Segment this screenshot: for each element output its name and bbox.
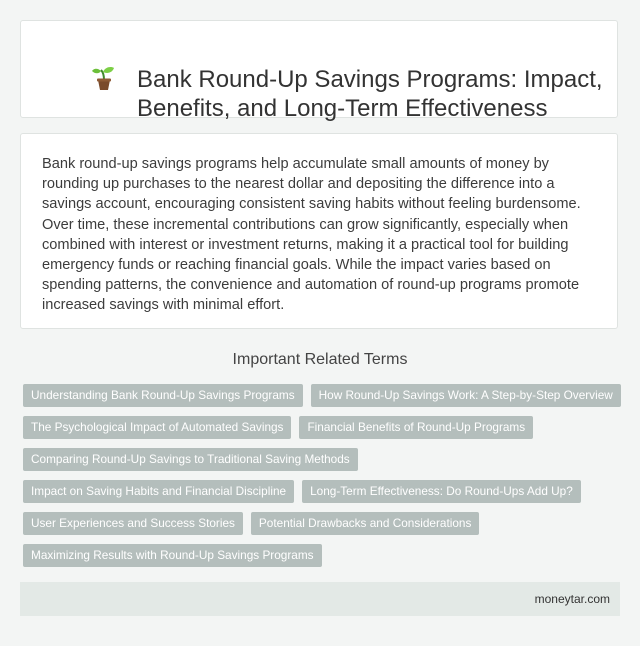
term-tag[interactable]: How Round-Up Savings Work: A Step-by-Step Overview [311,384,621,407]
footer-site-link[interactable]: moneytar.com [534,592,610,606]
title-card [20,20,618,122]
summary-card [20,133,618,329]
page-title: Bank Round-Up Savings Programs: Impact, Benefits, and Long-Term Effectiveness [137,66,603,122]
summary-text: Bank round-up savings programs help accumulate small amounts of money by rounding up purchases to the nearest dollar and depositing the difference into a savings account, encouraging consistent saving habits without feeling burdensome. Over time, these incremental contributions can grow significantly, especially when combined with interest or investment returns, making it a practical tool for building emergency funds or reaching financial goals. While the impact varies based on spending patterns, the convenience and automation of round-up programs promote increased savings with minimal effort. [42,156,581,314]
term-tag[interactable]: Long-Term Effectiveness: Do Round-Ups Add Up? [302,480,581,503]
term-tag[interactable]: Understanding Bank Round-Up Savings Programs [23,384,303,407]
footer [20,582,620,616]
term-tag[interactable]: Impact on Saving Habits and Financial Discipline [23,480,294,503]
term-tag[interactable]: Maximizing Results with Round-Up Savings Programs [23,544,322,567]
related-terms-list [23,384,623,567]
term-tag[interactable]: Financial Benefits of Round-Up Programs [299,416,533,439]
related-terms-heading: Important Related Terms [232,351,408,368]
term-tag[interactable]: The Psychological Impact of Automated Savings [23,416,291,439]
term-tag[interactable]: User Experiences and Success Stories [23,512,243,535]
term-tag[interactable]: Potential Drawbacks and Considerations [251,512,479,535]
term-tag[interactable]: Comparing Round-Up Savings to Traditional Saving Methods [23,448,358,471]
seedling-icon [89,63,119,93]
